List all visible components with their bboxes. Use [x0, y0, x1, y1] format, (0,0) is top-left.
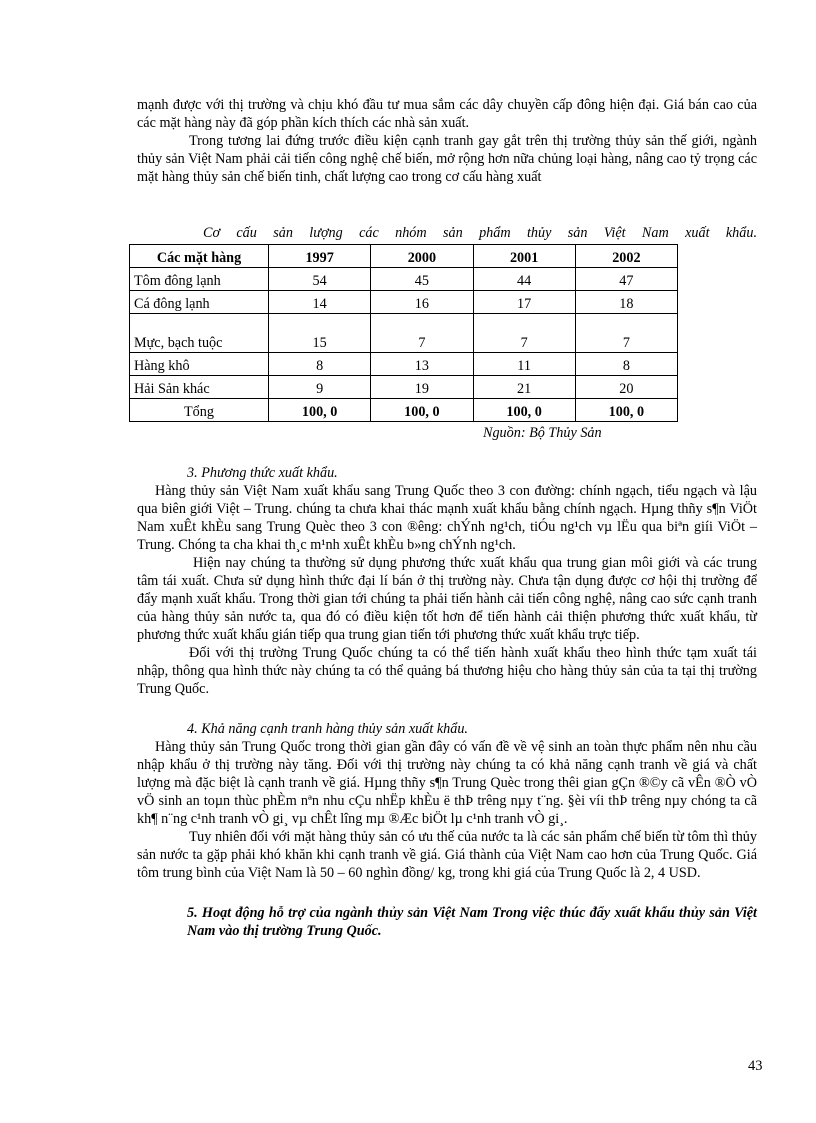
table-cell: 100, 0 — [371, 399, 473, 422]
document-page — [134, 96, 757, 940]
table-cell: 19 — [371, 376, 473, 399]
table-cell: 7 — [575, 314, 677, 353]
paragraph-intro-continued: mạnh được với thị trường và chịu khó đầu tư mua sắm các dây chuyền cấp đông hiện đại. Giá bán cao của các mặt hàng này đã góp phần kích thích các nhà sản xuất. — [137, 97, 757, 131]
table-row — [130, 376, 678, 399]
section-3-paragraph: Hiện nay chúng ta thường sử dụng phương thức xuất khẩu qua trung gian môi giới và các trung tâm tái xuất. Chưa sử dụng hình thức đại lí bán ở thị trường này. Chưa tận dụng được cơ hội thị trường để đẩy mạnh xuất khẩu. Trong thời gian tới chúng ta phải tiến hành cải tiến công nghệ, nâng cao sức cạnh tranh của hàng thủy sản nước ta, qua đó có điều kiện tốt hơn để tiến hành cải thiện phương thức xuất khẩu, từ phương thức xuất khẩu gián tiếp qua trung gian tiến tới phương thức xuất khẩu trực tiếp. — [137, 555, 757, 643]
table-cell: 14 — [269, 291, 371, 314]
section-3-paragraph: Hàng thủy sản Việt Nam xuất khẩu sang Trung Quốc theo 3 con đường: chính ngạch, tiểu ngạch và lậu qua biên giới Việt – Trung. chúng ta chưa khai thác mạnh xuất khẩu bằng chính ngạch. Hµng thñy s¶n ViÖt Nam xuÊt khÈu sang Trung Quèc theo 3 con ®êng: chÝnh ng¹ch, tiÓu ng¹ch vµ lËu qua biªn giíi ViÖt – Trung. Chóng ta cha khai th¸c m¹nh xuÊt khÈu b»ng chÝnh ng¹ch. — [137, 483, 757, 553]
table-cell: 8 — [269, 353, 371, 376]
table-cell: 100, 0 — [575, 399, 677, 422]
table-header-cell: 1997 — [269, 245, 371, 268]
table-cell: 21 — [473, 376, 575, 399]
table-cell: 9 — [269, 376, 371, 399]
table-cell: Hàng khô — [130, 353, 269, 376]
table-cell: Cá đông lạnh — [130, 291, 269, 314]
table-header-cell: 2000 — [371, 245, 473, 268]
paragraph-future: Trong tương lai đứng trước điều kiện cạnh tranh gay gắt trên thị trường thủy sản thế giới, ngành thủy sản Việt Nam phải cải tiến công nghệ chế biến, mở rộng hơn nữa chủng loại hàng, nâng cao tỷ trọng các mặt hàng thủy sản chế biến tinh, chất lượng cao trong cơ cấu hàng xuất — [137, 133, 757, 185]
table-cell: Tôm đông lạnh — [130, 268, 269, 291]
table-cell: 20 — [575, 376, 677, 399]
table-row — [130, 353, 678, 376]
table-cell: Hải Sản khác — [130, 376, 269, 399]
table-cell: 16 — [371, 291, 473, 314]
table-cell: 8 — [575, 353, 677, 376]
table-caption: Cơ cấu sản lượng các nhóm sản phẩm thủy sản Việt Nam xuất khẩu. — [203, 225, 757, 241]
table-cell: 13 — [371, 353, 473, 376]
export-structure-table — [129, 244, 678, 422]
table-cell: 100, 0 — [473, 399, 575, 422]
section-4-heading: 4. Khả năng cạnh tranh hàng thủy sản xuất khẩu. — [187, 721, 468, 737]
table-cell: 54 — [269, 268, 371, 291]
table-cell: 7 — [473, 314, 575, 353]
table-total-row — [130, 399, 678, 422]
table-header-row — [130, 245, 678, 268]
table-cell: Mực, bạch tuộc — [130, 314, 269, 353]
table-cell: 7 — [371, 314, 473, 353]
table-cell: 18 — [575, 291, 677, 314]
section-3-heading: 3. Phương thức xuất khẩu. — [187, 465, 338, 481]
table-row — [130, 268, 678, 291]
table-cell: 47 — [575, 268, 677, 291]
table-cell: 100, 0 — [269, 399, 371, 422]
table-cell: 15 — [269, 314, 371, 353]
section-4-paragraph: Hàng thủy sản Trung Quốc trong thời gian gần đây có vấn đề về vệ sinh an toàn thực phẩm nên nhu cầu nhập khẩu ở thị trường này tăng. Đối với thị trường này chúng ta có khả năng cạnh tranh về giá và chất lượng mà đặc biệt là cạnh tranh về giá. Hµng thñy s¶n Trung Quèc trong thêi gian gÇn ®©y cã vÊn ®Ò vÒ vÖ sinh an toµn thùc phÈm nªn nhu cÇu nhËp khÈu ë thÞ trêng nµy t¨ng. §èi víi thÞ trêng nµy chóng ta cã kh¶ n¨ng c¹nh tranh vÒ gi¸ vµ chÊt lîng mµ ®Æc biÖt lµ c¹nh tranh vÒ gi¸. — [137, 739, 757, 827]
table-header-cell: 2001 — [473, 245, 575, 268]
table-cell: 17 — [473, 291, 575, 314]
table-header-cell: Các mặt hàng — [130, 245, 269, 268]
table-row — [130, 314, 678, 353]
table-cell: 44 — [473, 268, 575, 291]
section-5-heading: 5. Hoạt động hỗ trợ của ngành thủy sản Việt Nam Trong việc thúc đẩy xuất khẩu thủy sản Việt Nam vào thị trường Trung Quốc. — [187, 905, 757, 939]
table-cell: Tổng — [130, 399, 269, 422]
page-number: 43 — [748, 1058, 763, 1074]
table-cell: 11 — [473, 353, 575, 376]
section-4-paragraph: Tuy nhiên đối với mặt hàng thủy sản có ưu thế của nước ta là các sản phẩm chế biến từ tôm thì thủy sản nước ta gặp phải khó khăn khi cạnh tranh về giá. Giá thành của Việt Nam cao hơn của Trung Quốc. Giá tôm trung bình của Việt Nam là 50 – 60 nghìn đồng/ kg, trong khi giá của Trung Quốc là 2, 4 USD. — [137, 829, 757, 881]
table-row — [130, 291, 678, 314]
table-header-cell: 2002 — [575, 245, 677, 268]
table-source: Nguồn: Bộ Thủy Sản — [483, 425, 602, 441]
table-cell: 45 — [371, 268, 473, 291]
section-3-paragraph: Đối với thị trường Trung Quốc chúng ta có thể tiến hành xuất khẩu theo hình thức tạm xuất tái nhập, thông qua hình thức này chúng ta có thể quảng bá thương hiệu cho hàng thủy sản của ta tại thị trường Trung Quốc. — [137, 645, 757, 697]
